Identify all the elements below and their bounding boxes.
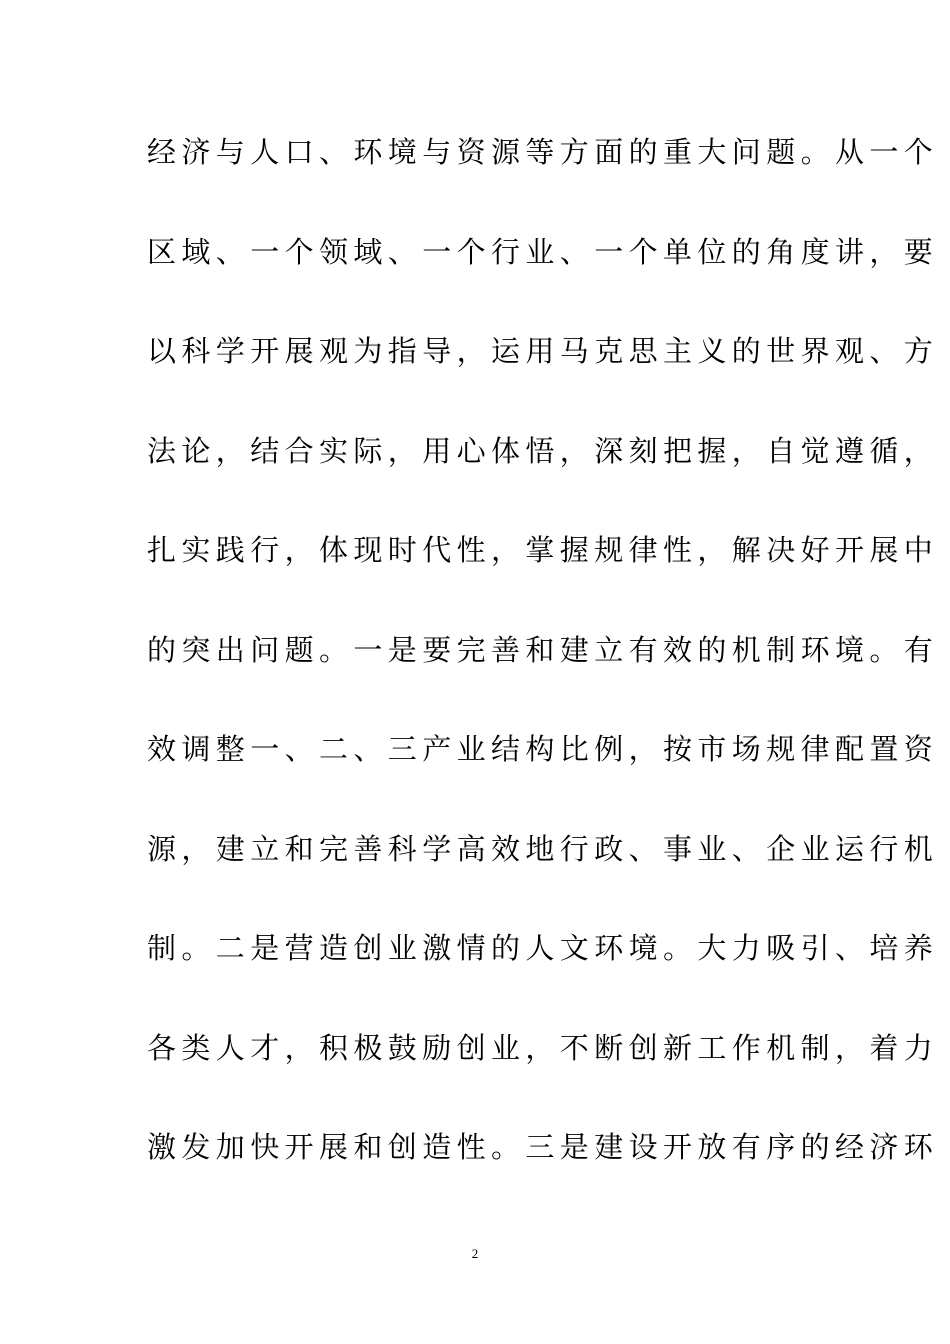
text-line: 区域、一个领域、一个行业、一个单位的角度讲，要 [147,234,939,269]
text-line: 各类人才，积极鼓励创业，不断创新工作机制，着力 [147,1030,939,1065]
body-text [147,128,939,1223]
text-line: 以科学开展观为指导，运用马克思主义的世界观、方 [147,334,939,368]
text-line: 扎实践行，体现时代性，掌握规律性，解决好开展中 [147,533,939,567]
text-line: 经济与人口、环境与资源等方面的重大问题。从一个 [147,135,939,169]
page-number: 2 [471,1246,479,1261]
text-line: 源，建立和完善科学高效地行政、事业、企业运行机 [147,831,939,866]
text-line: 制。二是营造创业激情的人文环境。大力吸引、培养 [147,931,939,965]
text-line: 激发加快开展和创造性。三是建设开放有序的经济环 [147,1130,939,1164]
text-line: 法论，结合实际，用心体悟，深刻把握，自觉遵循， [147,433,939,468]
text-line: 效调整一、二、三产业结构比例，按市场规律配置资 [147,732,939,766]
text-line: 的突出问题。一是要完善和建立有效的机制环境。有 [147,632,939,667]
